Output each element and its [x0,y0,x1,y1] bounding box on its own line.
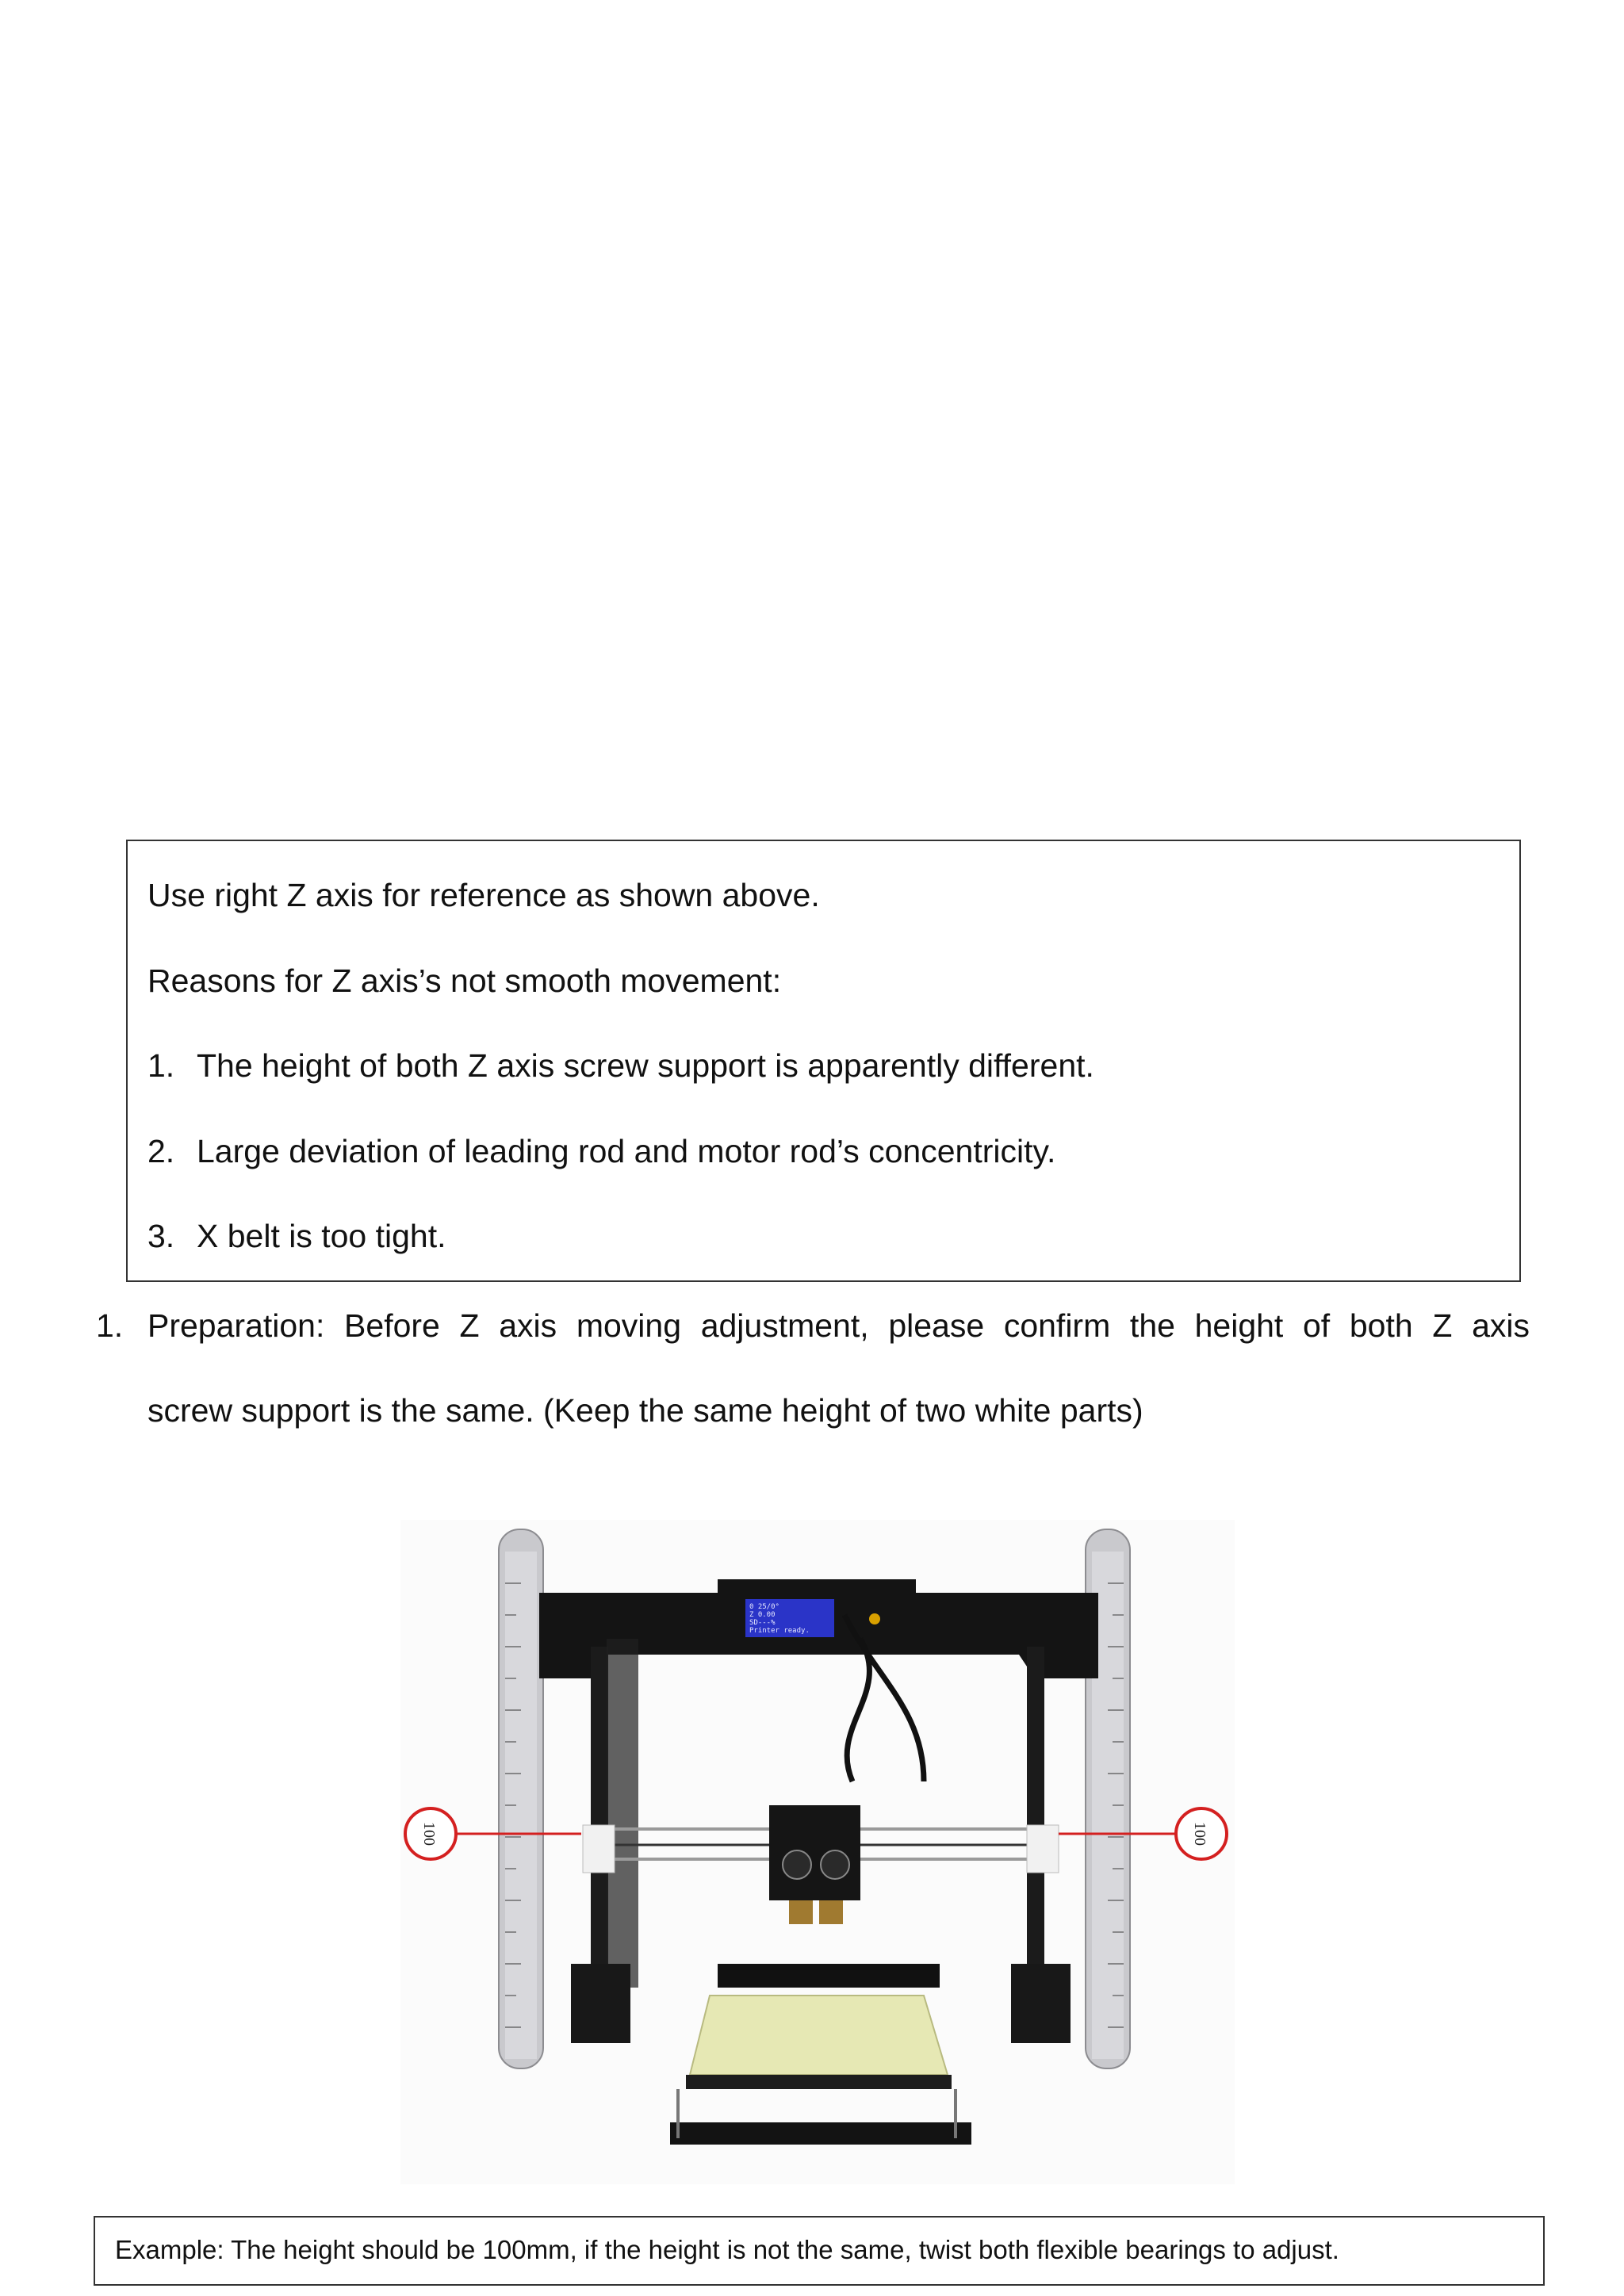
note-reference-line: Use right Z axis for reference as shown above. [147,877,820,913]
reasons-note-box [126,840,1521,1282]
print-bed [690,1996,948,2075]
reason-text: Large deviation of leading rod and motor rod’s concentricity. [197,1133,1056,1169]
reason-text: X belt is too tight. [197,1218,446,1254]
left-white-part [583,1825,615,1873]
lcd-line: Z 0.00 [749,1611,776,1619]
step-number: 1. [96,1307,124,1344]
note-reasons-heading: Reasons for Z axis’s not smooth movement: [147,962,782,999]
y-bar [718,1964,940,1988]
left-ruler [499,1529,543,2068]
right-motor [1011,1964,1071,2043]
lcd-line: Printer ready. [749,1627,810,1635]
step-text-line-1: Preparation: Before Z axis moving adjustment, please confirm the height of both Z axis [147,1307,1530,1344]
left-motor [571,1964,630,2043]
bed-front-frame [686,2075,952,2089]
lcd-line: SD---% [749,1619,776,1627]
example-text: Example: The height should be 100mm, if the height is not the same, twist both flexible bearings to adjust. [115,2235,1339,2264]
reason-number: 2. [147,1133,175,1169]
right-callout-label: 100 [1191,1822,1208,1846]
reason-number: 3. [147,1218,175,1254]
example-box [94,2216,1545,2286]
base-front-bar [670,2122,971,2145]
lcd-line: 0 25/0° [749,1603,779,1611]
reason-number: 1. [147,1047,175,1084]
left-callout-label: 100 [420,1822,438,1846]
right-white-part [1027,1825,1059,1873]
step-text-line-2: screw support is the same. (Keep the same height of two white parts) [147,1392,1143,1429]
reason-text: The height of both Z axis screw support is apparently different. [197,1047,1094,1084]
printer-photo [400,1520,1235,2184]
